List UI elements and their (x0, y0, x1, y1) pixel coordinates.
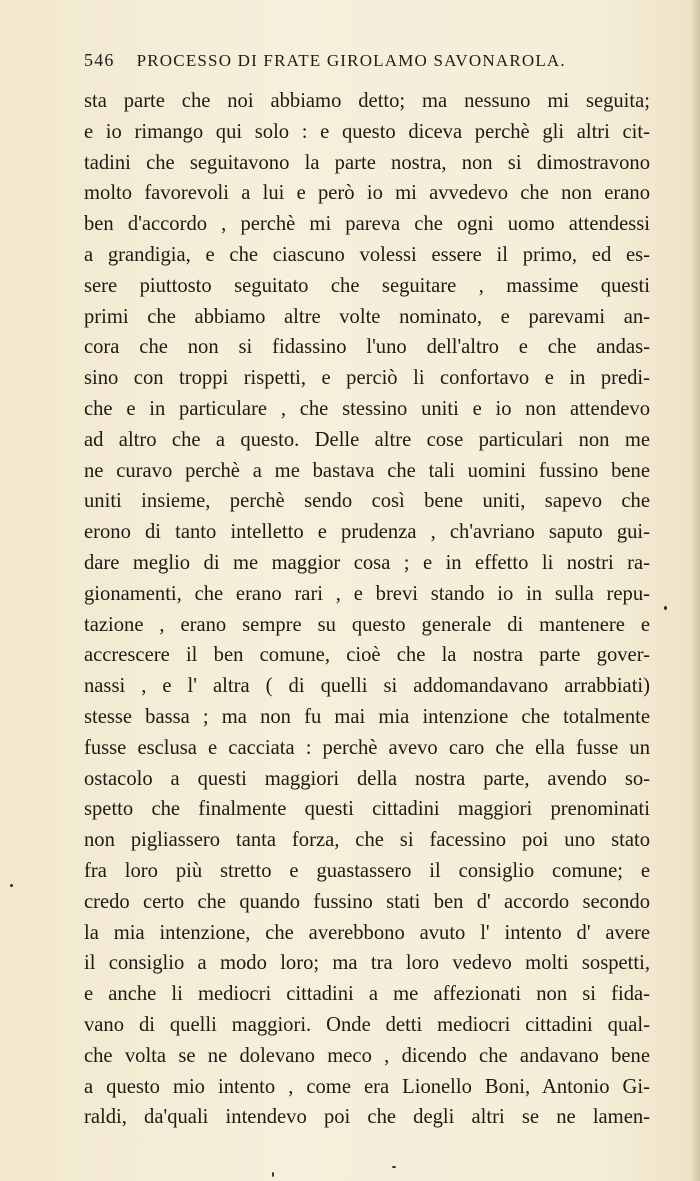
text-line: sino con troppi rispetti, e perciò li confortavo e in predi- (84, 367, 650, 390)
text-line: cora che non si fidassino l'uno dell'altro e che andas- (84, 336, 650, 359)
text-line: accrescere il ben comune, cioè che la nostra parte gover- (84, 644, 650, 667)
text-line: vano di quelli maggiori. Onde detti mediocri cittadini qual- (84, 1013, 650, 1036)
text-line: a questo mio intento , come era Lionello Boni, Antonio Gi- (84, 1075, 650, 1098)
bottom-speck (392, 1166, 396, 1168)
margin-speck (10, 884, 13, 887)
text-line: ne curavo perchè a me bastava che tali uomini fussino bene (84, 459, 650, 482)
page-number: 546 (84, 50, 115, 70)
text-line: tazione , erano sempre su questo generale di mantenere e (84, 613, 650, 636)
text-line: primi che abbiamo altre volte nominato, e parevami an- (84, 305, 650, 328)
text-line: che volta se ne dolevano meco , dicendo che andavano bene (84, 1044, 650, 1067)
text-line: a grandigia, e che ciascuno volessi essere il primo, ed es- (84, 243, 650, 266)
text-line: gionamenti, che erano rari , e brevi stando io in sulla repu- (84, 582, 650, 605)
page-edge-shadow (690, 0, 700, 1181)
text-line: spetto che finalmente questi cittadini maggiori prenominati (84, 798, 650, 821)
text-line: erono di tanto intelletto e prudenza , ch'avriano saputo gui- (84, 521, 650, 544)
text-line: ad altro che a questo. Delle altre cose particulari non me (84, 428, 650, 451)
text-line: e anche li mediocri cittadini a me affezionati non si fida- (84, 983, 650, 1006)
text-line: dare meglio di me maggior cosa ; e in effetto li nostri ra- (84, 551, 650, 574)
running-title: PROCESSO DI FRATE GIROLAMO SAVONAROLA. (136, 51, 566, 70)
text-line: sere piuttosto seguitato che seguitare , massime questi (84, 274, 650, 297)
text-line: la mia intenzione, che averebbono avuto l' intento d' avere (84, 921, 650, 944)
text-line: sta parte che noi abbiamo detto; ma nessuno mi seguita; (84, 90, 650, 112)
margin-speck (664, 606, 667, 610)
text-line: uniti insieme, perchè sendo così bene uniti, sapevo che (84, 490, 650, 513)
text-line: raldi, da'quali intendevo poi che degli altri se ne lamen- (84, 1106, 650, 1129)
text-line: tadini che seguitavono la parte nostra, non si dimostravono (84, 151, 650, 174)
text-line: fusse esclusa e cacciata : perchè avevo caro che ella fusse un (84, 736, 650, 759)
text-line: e io rimango qui solo : e questo diceva perchè gli altri cit- (84, 120, 650, 143)
text-line: ben d'accordo , perchè mi pareva che ogni uomo attendessi (84, 213, 650, 236)
text-line: il consiglio a modo loro; ma tra loro vedevo molti sospetti, (84, 952, 650, 975)
text-line: stesse bassa ; ma non fu mai mia intenzione che totalmente (84, 705, 650, 728)
body-text (84, 86, 650, 1133)
text-line: fra loro più stretto e guastassero il consiglio comune; e (84, 859, 650, 882)
text-line: ostacolo a questi maggiori della nostra parte, avendo so- (84, 767, 650, 790)
text-line: non pigliassero tanta forza, che si facessino poi uno stato (84, 829, 650, 852)
text-line: credo certo che quando fussino stati ben d' accordo secondo (84, 890, 650, 913)
text-line: nassi , e l' altra ( di quelli si addomandavano arrabbiati) (84, 675, 650, 698)
running-header (84, 50, 604, 71)
bottom-speck (272, 1172, 274, 1177)
text-line: che e in particulare , che stessino uniti e io non attendevo (84, 397, 650, 420)
text-line: molto favorevoli a lui e però io mi avvedevo che non erano (84, 182, 650, 205)
